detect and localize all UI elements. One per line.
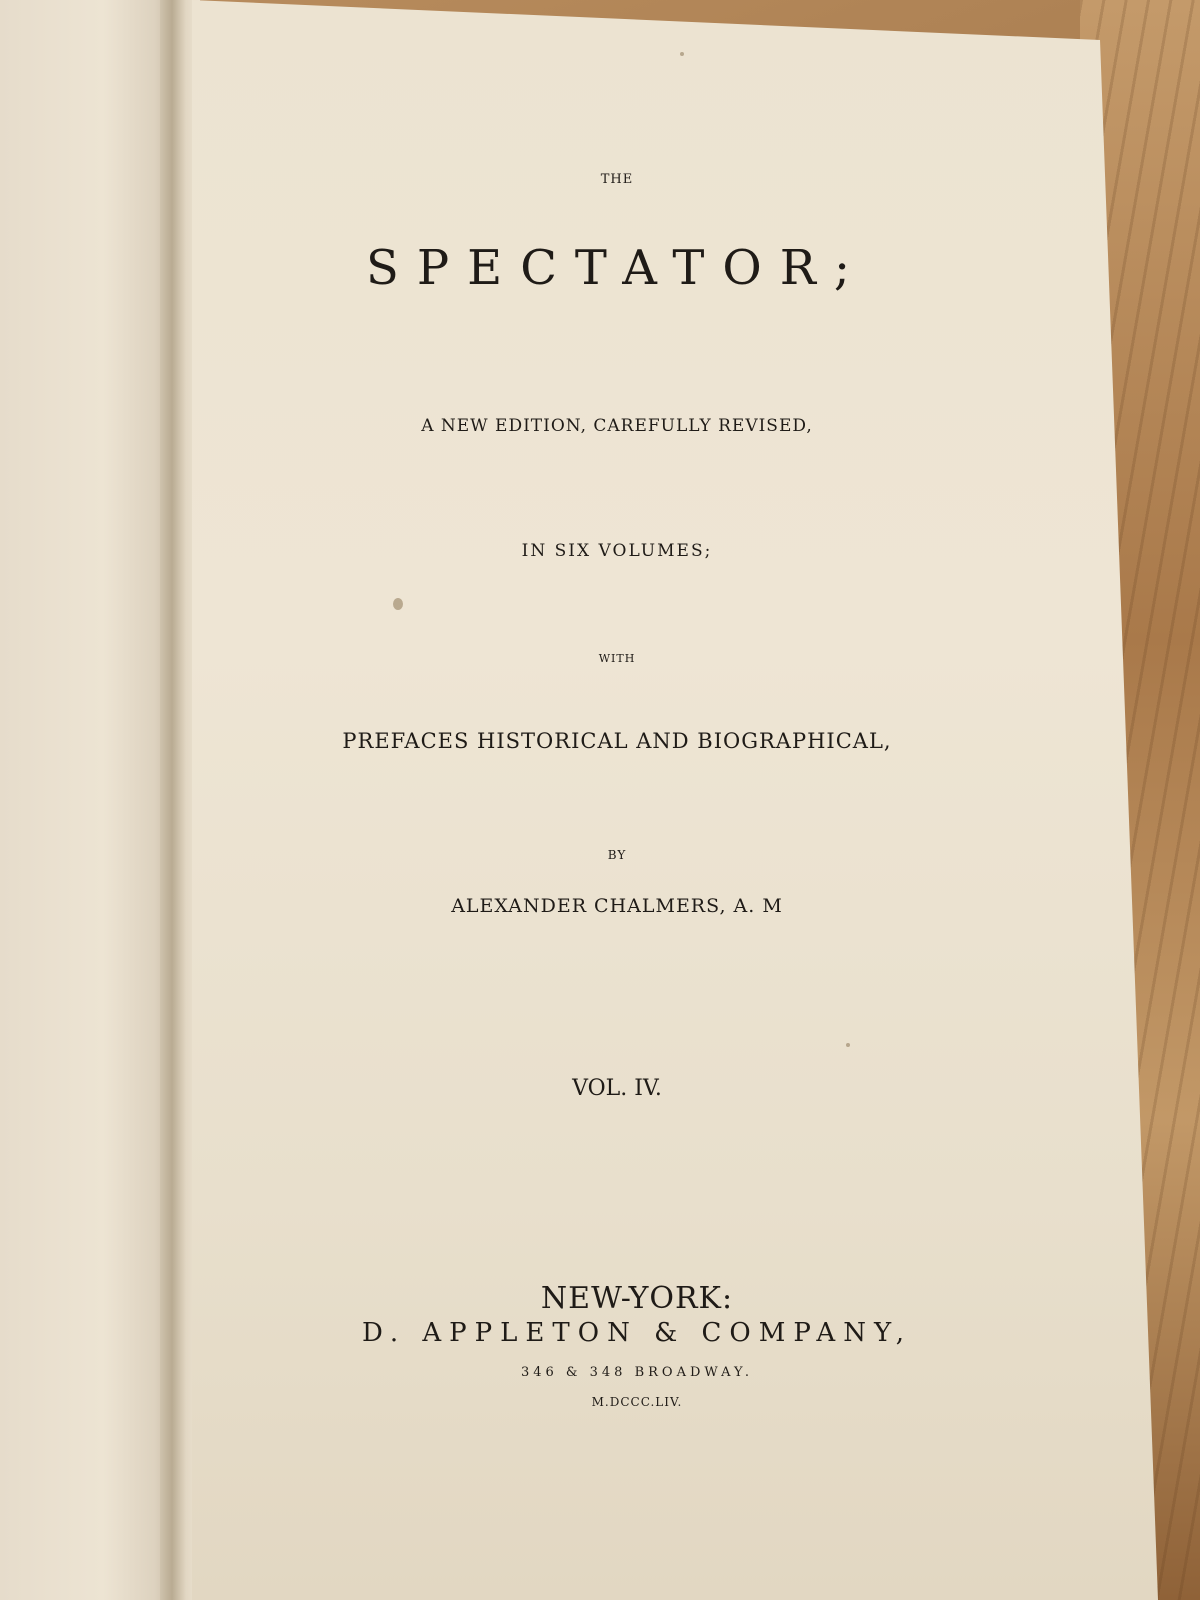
publisher-city: NEW-YORK: [540,1281,734,1316]
by-line: BY [607,848,627,862]
volumes-line: IN SIX VOLUMES; [521,541,713,561]
foxing-spot [846,1043,850,1047]
author-name: ALEXANDER CHALMERS, A. M [451,895,783,917]
foxing-spot [680,52,684,56]
left-facing-page [0,0,172,1600]
with-line: WITH [598,652,636,665]
foxing-spot [393,598,403,610]
edition-line: A NEW EDITION, CAREFULLY REVISED, [421,416,813,436]
publisher-address: 346 & 348 BROADWAY. [520,1365,754,1380]
title-prefix: THE [600,172,634,187]
book-title: SPECTATOR; [365,240,869,296]
publication-year: M.DCCC.LIV. [591,1395,683,1409]
volume-number: VOL. IV. [572,1076,662,1101]
publisher-name: D. APPLETON & COMPANY, [361,1318,913,1348]
prefaces-line: PREFACES HISTORICAL AND BIOGRAPHICAL, [342,729,892,753]
